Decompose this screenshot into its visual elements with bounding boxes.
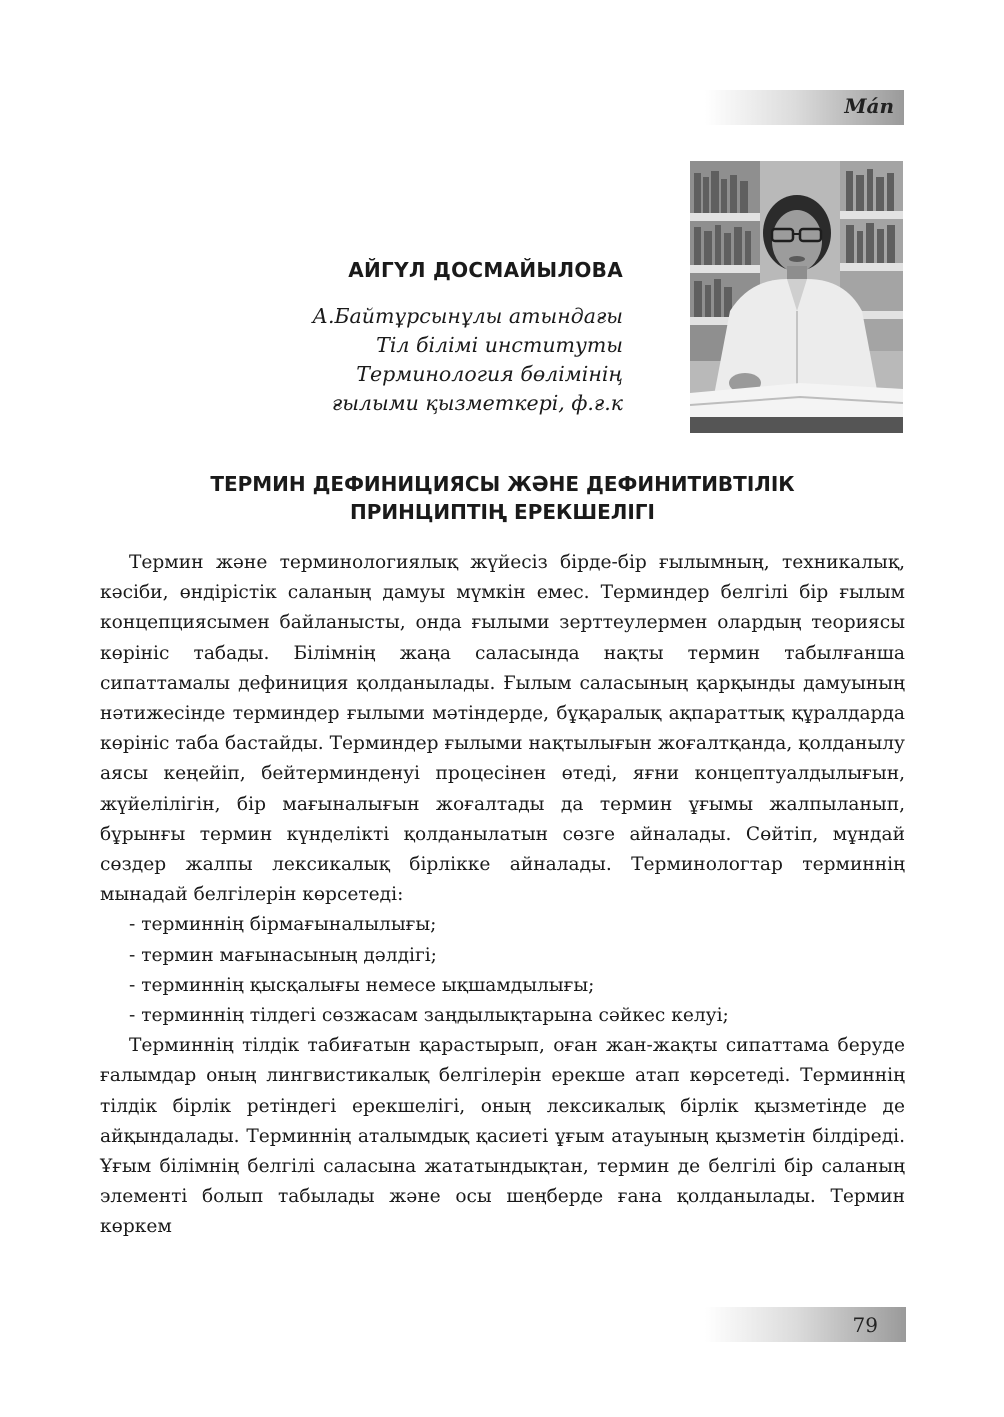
body-paragraph: Терминнің тілдік табиғатын қарастырып, оған жан-жақты сипаттама беруде ғалымдар оның лингвистикалық белгілерін ерекше атап көрсетеді. Терминнің тілдік бірлік ретіндегі ерекшелігі, оның лексикалық бірлік қызметінде де айқындалады. Терминнің аталымдық қасиеті ұғым атауының қызметін білдіреді. Ұғым білімнің белгілі саласына жататындықтан, термин де белгілі бір саланың элементі болып табылады және осы шеңберде ғана қолданылады. Термин көркем bbox=[100, 1035, 905, 1238]
affiliation-line: А.Байтұрсынұлы атындағы bbox=[312, 304, 623, 328]
article-title bbox=[100, 470, 905, 526]
affiliation-line: Терминология бөлімінің bbox=[356, 362, 623, 386]
footer-band bbox=[705, 1307, 906, 1342]
list-item: - терминнің қысқалығы немесе ықшамдылығы; bbox=[129, 974, 595, 996]
author-portrait-photo-icon bbox=[690, 161, 903, 433]
list-item: - термин мағынасының дәлдігі; bbox=[129, 944, 437, 966]
header-band bbox=[705, 90, 904, 125]
author-name: АЙГҮЛ ДОСМАЙЫЛОВА bbox=[348, 258, 623, 282]
article-body bbox=[100, 548, 905, 1243]
list-item: - терминнің тілдегі сөзжасам заңдылықтарына сәйкес келуі; bbox=[129, 1005, 729, 1027]
page-number: 79 bbox=[852, 1313, 878, 1337]
affiliation-line: ғылыми қызметкері, ф.ғ.к bbox=[331, 391, 623, 415]
title-line: ПРИНЦИПТІҢ ЕРЕКШЕЛІГІ bbox=[349, 500, 655, 524]
author-photo bbox=[690, 161, 903, 433]
affiliation-line: Тіл білімі институты bbox=[376, 333, 623, 357]
list-item: - терминнің бірмағыналылығы; bbox=[129, 914, 437, 936]
body-paragraph: Термин және терминологиялық жүйесіз бірде-бір ғылымның, техникалық, кәсіби, өндірістік саланың дамуы мүмкін емес. Терминдер белгілі бір ғылым концепциясымен байланысты, онда ғылыми зерттеулермен олардың теориясы көрініс табады. Білімнің жаңа саласында нақты термин табылғанша сипаттамалы дефиниция қолданылады. Ғылым саласының қарқынды дамуының нәтижесінде терминдер ғылыми мәтіндерде, бұқаралық ақпараттық құралдарда көрініс таба бастайды. Терминдер ғылыми нақтылығын жоғалтқанда, қолданылу аясы кеңейіп, бейтерминденуі процесінен өтеді, яғни концептуалдылығын, жүйелілігін, бір мағыналығын жоғалтады да термин ұғымы жалпыланып, бұрынғы термин күнделікті қолданылатын сөзге айналады. Сөйтіп, мұндай сөздер жалпы лексикалық бірлікке айналады. Терминологтар терминнің мынадай белгілерін көрсетеді: bbox=[100, 552, 905, 906]
journal-label: Mán bbox=[844, 94, 894, 118]
author-affiliation bbox=[312, 302, 623, 418]
title-line: ТЕРМИН ДЕФИНИЦИЯСЫ ЖӘНЕ ДЕФИНИТИВТІЛІК bbox=[210, 472, 795, 496]
